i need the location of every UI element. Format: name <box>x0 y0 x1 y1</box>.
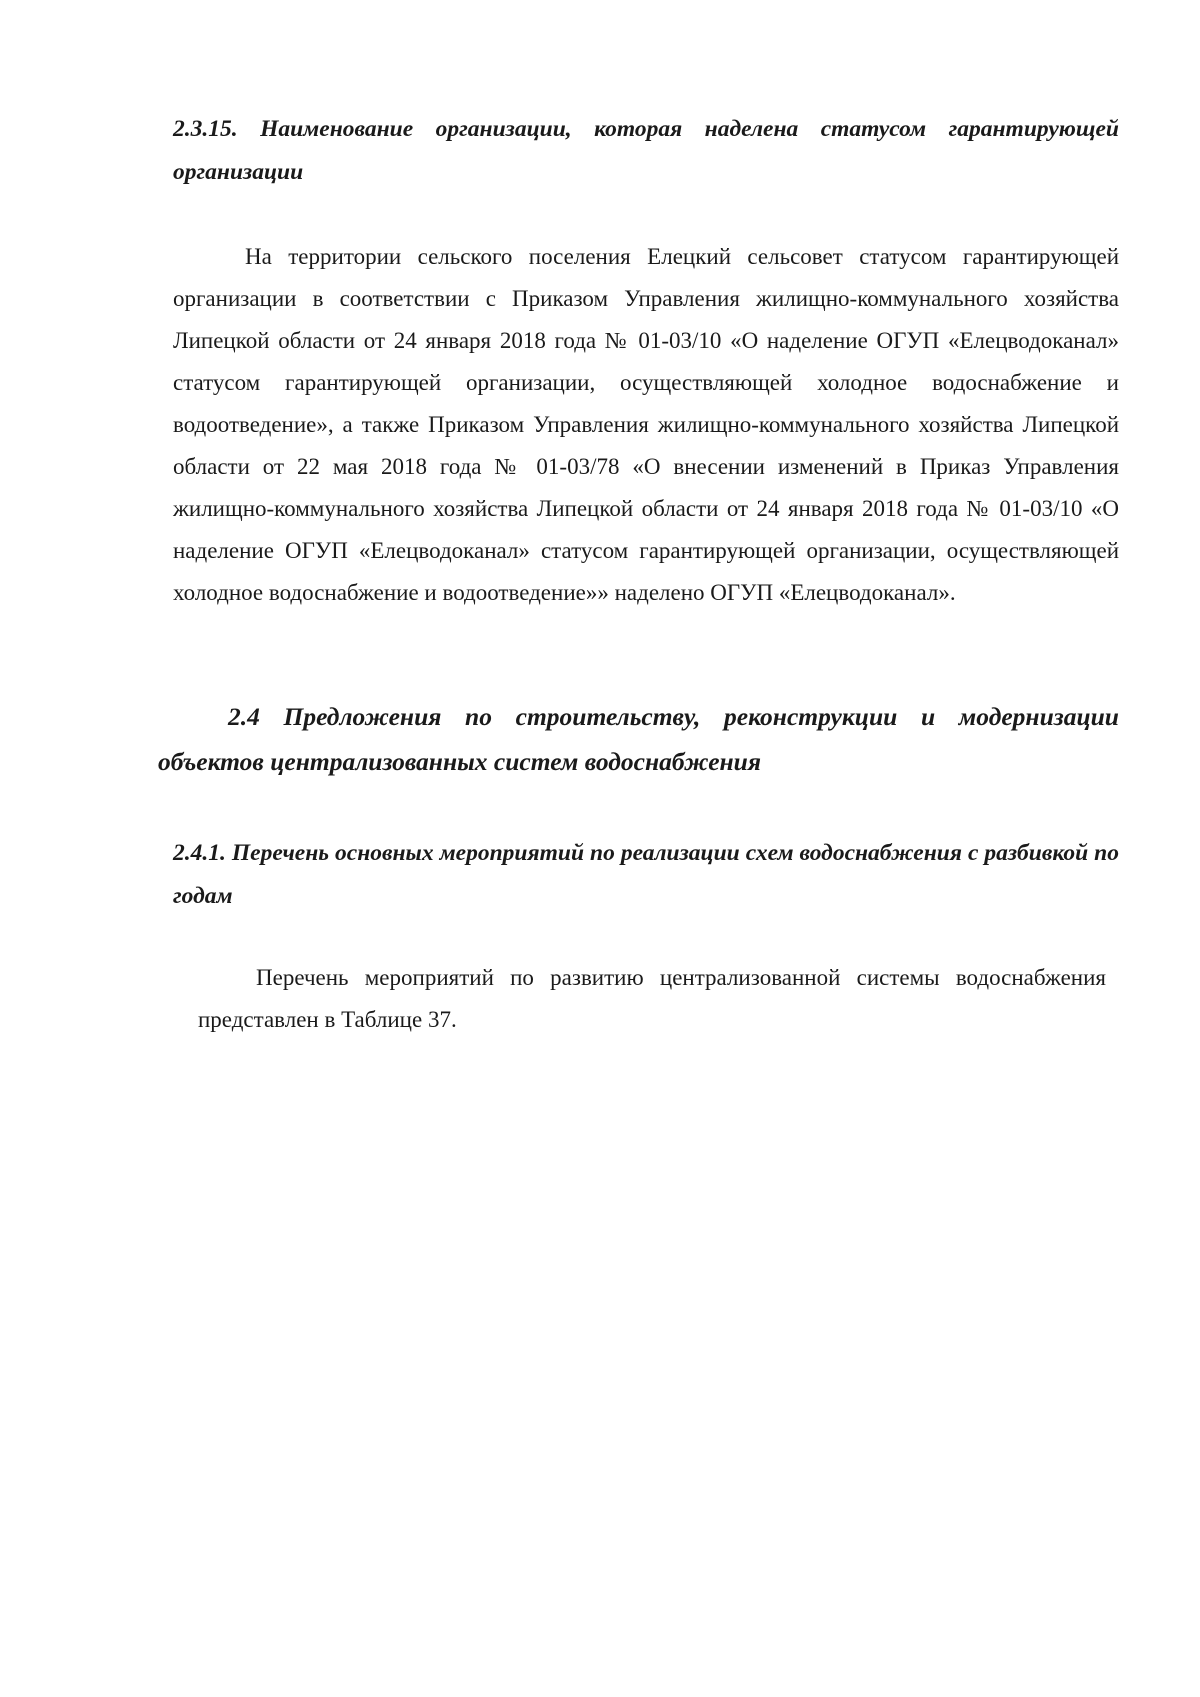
heading-2-3-15: 2.3.15. Наименование организации, которая наделена статусом гарантирующей организации <box>173 116 1119 185</box>
heading-2-4-1: 2.4.1. Перечень основных мероприятий по реализации схем водоснабжения с разбивкой по годам <box>173 840 1119 909</box>
paragraph-guaranteeing-organization: На территории сельского поселения Елецкий сельсовет статусом гарантирующей организации в соответствии с Приказом Управления жилищно-коммунального хозяйства Липецкой области от 24 января 2018 года № 01-03/10 «О наделение ОГУП «Елецводоканал» статусом гарантирующей организации, осуществляющей холодное водоснабжение и водоотведение», а также Приказом Управления жилищно-коммунального хозяйства Липецкой области от 22 мая 2018 года № 01-03/78 «О внесении изменений в Приказ Управления жилищно-коммунального хозяйства Липецкой области от 24 января 2018 года № 01-03/10 «О наделение ОГУП «Елецводоканал» статусом гарантирующей организации, осуществляющей холодное водоснабжение и водоотведение»» наделено ОГУП «Елецводоканал». <box>173 244 1119 605</box>
paragraph-measures-list: Перечень мероприятий по развитию централизованной системы водоснабжения представлен в Таблице 37. <box>198 965 1106 1032</box>
heading-2-4: 2.4 Предложения по строительству, реконструкции и модернизации объектов централизованных систем водоснабжения <box>158 702 1119 776</box>
